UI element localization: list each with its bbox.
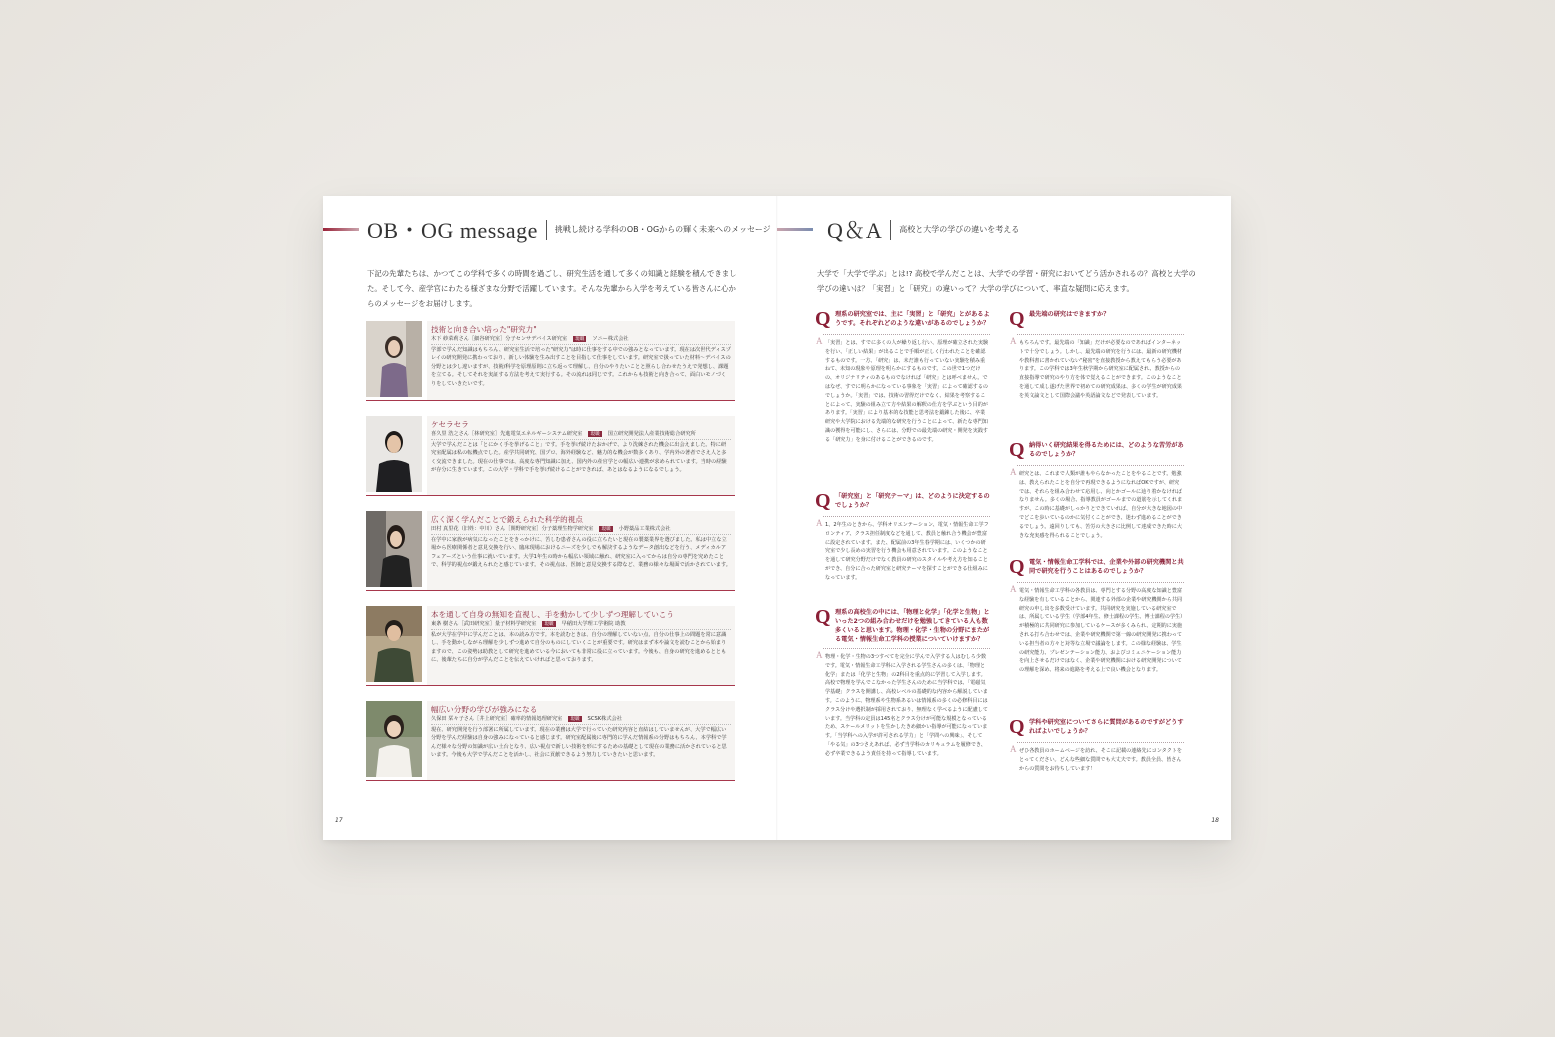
person-name: 田村 真里花（旧姓：中川）さん［関野研究室］分子薬理生物学研究室 bbox=[431, 526, 594, 532]
page-number: 17 bbox=[335, 817, 343, 824]
job-tag: 現職 bbox=[575, 336, 585, 342]
answer-mark-icon: A bbox=[1010, 467, 1017, 477]
answer-text: 研究とは、これまで人類が誰もやらなかったことをやることです。勉強は、教えられたことを自分で再現できるようになればOKですが、研究では、それらを組み合わせて応用し、向とかゴールに辿り着かなければなりません。多くの場合、指導教員がゴールまでの道筋を示してくれますが、この時に基礎がしっかりとできていれば、自分が大きな地図の中でどこを歩いているのかに気付くことができ、迷わず進めることができるでしょう。遠回りしても、苦労の大きさに比例して達成できた時に大きな充実感を得られることでしょう。 bbox=[1019, 471, 1183, 539]
question-text: 理系の高校生の中には、「物理と化学」「化学と生物」といった2つの組み合わせだけを勉強してきている人も数多くいると思います。物理・化学・生物の分野にまたがる電気・情報生命工学科の授業についていけますか？ bbox=[835, 609, 990, 643]
card-text: 私が大学在学中に学んだことは、本の読み方です。本を読むときは、自分の理解していない点、自分の仕事上の問題を常に意識し、手を動かしながら理解を少しずつ進めて自分のものにしていくことが重要です。研究はまず本や論文を読むことから始まりますので、この姿勢は助教として研究を進めている今においても非常に役に立っています。今後も、自身の研究を進めるとともに、後輩たちに自分が学んだことを伝えていければと思っております。 bbox=[431, 632, 727, 664]
answer-mark-icon: A bbox=[816, 518, 823, 528]
answer-text: ぜひ各教員のホームページを訪れ、そこに記載の連絡先にコンタクトをとってください。どんな些細な質問でも大丈夫です。教員全員、皆さんからの質問をお待ちしています！ bbox=[1019, 748, 1183, 772]
card-title: ケセラセラ bbox=[431, 420, 469, 429]
divider bbox=[823, 516, 990, 517]
question-mark-icon: Q bbox=[815, 606, 831, 628]
company-name: 国立研究開発法人産業技術総合研究所 bbox=[607, 431, 696, 437]
divider bbox=[823, 334, 990, 335]
page-subtitle: 挑戦し続ける学科のOB・OGからの輝く未来へのメッセージ bbox=[554, 225, 771, 234]
question-text: 「研究室」と「研究テーマ」は、どのように決定するのでしょうか？ bbox=[835, 493, 990, 509]
answer-mark-icon: A bbox=[816, 650, 823, 660]
profile-card bbox=[366, 701, 735, 781]
company-name: ソニー株式会社 bbox=[592, 336, 629, 342]
answer-mark-icon: A bbox=[1010, 744, 1017, 754]
card-text: 大学で学んだことは「とにかく手を挙げること」です。手を挙げ続けたおかげで、より洗練された機会に出会えました。特に研究室配属は私の転機点でした。産学共同研究、国プロ、海外経験など、魅力的な機会が数多くあり、学内外の著者でさえ人と多く交流できました。現在の仕事では、高度な専門知識に加え、国内外の産官学との幅広い連携が求められています。当時の経験が存分に生きています。この大学・学科で手を挙げ続けることができれば、あとはなるようになるでしょう。 bbox=[431, 442, 727, 474]
answer-mark-icon: A bbox=[1010, 584, 1017, 594]
divider bbox=[1017, 742, 1184, 743]
question-text: 理系の研究室では、主に「実習」と「研究」とがあるようです。それぞれどのような違いがあるのでしょうか？ bbox=[835, 311, 990, 327]
answer-text: 1、2年生のときから、学科オリエンテーション、電気・情報生命工学フロンティア、クラス担任制度などを通して、教員と触れ合う機会が豊富に設定されています。また、配属前の3年生春学期には、いくつかの研究室で少し長めの実習を行う機会も用意されています。このようなことを通して研究分野だけでなく教員の研究のスタイルや考え方を知ることができ、自分に合った研究室と研究テーマを探すことができる仕組みになっています。 bbox=[825, 522, 989, 581]
person-name: 東条 樹さん［武田研究室］量子材料学研究室 bbox=[431, 621, 537, 627]
header-separator bbox=[890, 220, 891, 240]
question-mark-icon: Q bbox=[815, 308, 831, 330]
answer-mark-icon: A bbox=[1010, 336, 1017, 346]
intro-text: 下記の先輩たちは、かつてこの学科で多くの時間を過ごし、研究生活を通して多くの知識と経験を積んできました。そして今、産学官にわたる様ざまな分野で活躍しています。そんな先輩から入学を考えている皆さんに心からのメッセージをお届けします。 bbox=[367, 269, 737, 308]
qa-item bbox=[1009, 441, 1184, 540]
question-mark-icon: Q bbox=[815, 490, 831, 512]
profile-photo bbox=[366, 321, 422, 397]
divider bbox=[823, 648, 990, 649]
person-name: 木下 紗菜莉さん［細谷研究室］分子センサデバイス研究室 bbox=[431, 336, 568, 342]
intro-text: 大学で「大学で学ぶ」とは!? 高校で学んだことは、大学での学習・研究においてどう活かされるの？高校と大学の学びの違いは？「実習」と「研究」の違いって？大学の学びについて、率直な疑問に応えます。 bbox=[817, 269, 1196, 293]
profile-photo bbox=[366, 416, 422, 492]
company-name: SCSK株式会社 bbox=[587, 716, 622, 722]
qa-item bbox=[1009, 310, 1184, 401]
page-number: 18 bbox=[1211, 817, 1219, 824]
person-name: 喜久里 浩之さん［林研究室］先進電気エネルギーシステム研究室 bbox=[431, 431, 583, 437]
question-text: 納得いく研究結果を得るためには、どのような苦労があるのでしょうか？ bbox=[1029, 442, 1184, 458]
qa-item bbox=[815, 608, 990, 759]
profile-card bbox=[366, 606, 735, 686]
right-page bbox=[777, 196, 1231, 840]
question-mark-icon: Q bbox=[1009, 439, 1025, 461]
header-separator bbox=[546, 220, 547, 240]
card-text: 在学中に家族が病気になったことをきっかけに、苦しむ患者さんの役に立ちたいと現在の製薬業界を選びました。私は中立な立場から医療関係者と意見交換を行い、臨床現場におけるニーズを少しでも解決するようなデータ創出などを行う、メディカルアフェアーズという仕事に就いています。大学1年生の時から幅広い領域に触れ、研究室に入ってからは自分の専門を究めたことで、科学的視点が鍛えられたと感じています。その視点は、医師と意見交換する際など、業務の様々な場面で活かされています。 bbox=[431, 537, 731, 569]
question-text: 学科や研究室についてさらに質問があるのですがどうすればよいでしょうか？ bbox=[1029, 719, 1184, 735]
job-tag: 現職 bbox=[570, 716, 580, 722]
header-accent-bar bbox=[777, 228, 813, 231]
page-subtitle: 高校と大学の学びの違いを考える bbox=[899, 225, 1020, 234]
job-tag: 現職 bbox=[544, 621, 554, 627]
left-page bbox=[323, 196, 777, 840]
job-tag: 現職 bbox=[590, 431, 600, 437]
magazine-spread bbox=[323, 196, 1231, 840]
question-text: 電気・情報生命工学科では、企業や外部の研究機関と共同で研究を行うことはあるのでしょうか？ bbox=[1029, 559, 1184, 575]
card-title: 技術と向き合い培った"研究力" bbox=[431, 325, 537, 334]
card-text: 現在、研究開発を行う部署に所属しています。現在の業務は大学で行っていた研究内容と直結はしていませんが、大学で幅広い分野を学んだ経験は自身の強みになっていると感じます。研究室配属後に専門的に学んだ情報系の分野はもちろん、本学科で学んだ様々な分野の知識が広い土台となり、広い視点で新しい技術を形にするための基礎として現在の業務に活かされていると思います。今後も大学で学んだことを活かし、社会に貢献できるよう努力していきたいと思います。 bbox=[431, 727, 727, 759]
divider bbox=[1017, 334, 1184, 335]
answer-text: 「実習」とは、すでに多くの人が繰り返し行い、原理が確立された実験を行い、「正しい結果」が出ることで手順が正しく行われたことを確認するものです。一方、「研究」は、未だ誰も行っていない実験を積み重ねて、未知の現象や原理を明らかにするものです。この世で1つだけの、オリジナリティのあるものでなければ「研究」とは呼べません。ではなぜ、すでに明らかになっている事象を「実習」によって確認するのでしょうか。「実習」では、技術の習得だけでなく、結果を考察することによって、実験の組み立て方や結果の解釈の仕方を学ぶという目的があります。「実習」により基本的な技能と思考法を鍛錬した後に、卒業研究や大学院における先端的な研究を行うことによって、新たな専門知識の獲得を可能にし、さらには、分野での最先端の研究・開発を実践する「研究力」を身に付けることができるのです。 bbox=[825, 340, 989, 443]
card-text: 学部で学んだ知識はもちろん、研究室生活で培った"研究力"は時に仕事をする中での強みとなっています。現在は次世代ディスプレイの研究開発に携わっており、新しい体験を生み出すことを目指して仕事をしています。研究室で扱っていた材料〜デバイスの分野とは少し違いますが、技術/科学を原理原則に立ち返って理解し、自分のやりたいことと照らし合わせたうえで発想し、課題を立てる。そしてそれを実証する方法を考えて実行する。その流れは同じです。これからも技術と向き合って、面白いモノづくりをしていきたいです。 bbox=[431, 347, 731, 387]
header-accent-bar bbox=[323, 228, 359, 231]
card-title: 広く深く学んだことで鍛えられた科学的視点 bbox=[431, 515, 583, 524]
right-header bbox=[777, 214, 1019, 245]
profile-card bbox=[366, 321, 735, 401]
profile-photo bbox=[366, 606, 422, 682]
qa-item bbox=[1009, 558, 1184, 675]
question-mark-icon: Q bbox=[1009, 716, 1025, 738]
card-title: 幅広い分野の学びが強みになる bbox=[431, 705, 538, 714]
question-text: 最先端の研究はできますか？ bbox=[1029, 311, 1110, 318]
question-mark-icon: Q bbox=[1009, 556, 1025, 578]
profile-photo bbox=[366, 701, 422, 777]
qa-item bbox=[1009, 718, 1184, 773]
person-name: 久保田 栞々子さん［井上研究室］確率的情報処理研究室 bbox=[431, 716, 563, 722]
profile-card bbox=[366, 416, 735, 496]
divider bbox=[1017, 465, 1184, 466]
question-mark-icon: Q bbox=[1009, 308, 1025, 330]
company-name: 早稲田大学理工学術院 助教 bbox=[561, 621, 626, 627]
answer-mark-icon: A bbox=[816, 336, 823, 346]
qa-item bbox=[815, 310, 990, 445]
qa-item bbox=[815, 492, 990, 583]
card-title: 本を通して自身の無知を直視し、手を動かして少しずつ理解していこう bbox=[431, 610, 674, 619]
answer-text: 物理・化学・生物の3つすべてを完全に学んで入学する人はむしろ少数です。電気・情報生命工学科に入学される学生さんの多くは、「物理と化学」または「化学と生物」の2科目を重点的に学習して入学します。高校で物理を学んでこなかった学生さんのために当学科では、「電磁気学基礎」クラスを開講し、高校レベルの基礎的な内容から解説しています。このように、物理系や生物系あるいは情報系の多くの必修科目にはクラス分けや選択制が採用されており、無理なく学べるように配慮しています。当学科の定員は145名とクラス分けが可能な規模となっているため、スケールメリットを生かしたきめ細かい指導が可能になっています。「当学科への入学が許可される学力」と「学問への興味」、そして「やる気」の3つさえあれば、必ず当学科のカリキュラムを履修でき、必ず卒業できるよう責任を持って指導しています。 bbox=[825, 654, 988, 757]
answer-text: もちろんです。最先端の「知識」だけが必要なのであればインターネットで十分でしょう。しかし、最先端の研究を行うには、最新の研究機材や教科書に書かれていない"秘密"を直接教授から教えてもらう必要があります。この学科では3年生秋学期から研究室に配属され、教授からの直接指導で研究のやり方を体で覚えることができます。このようなことを通して成し遂げた世界で初めての研究成果は、多くの学生が研究成果を英文論文として国際会議や英語論文などで発表しています。 bbox=[1019, 340, 1183, 399]
company-name: 小野薬品工業株式会社 bbox=[618, 526, 671, 532]
answer-text: 電気・情報生命工学科の各教員は、専門とする分野の高度な知識と豊富な経験を有していることから、関連する外部の企業や研究機関から共同研究の申し出を多数受けています。共同研究を実施している研究室では、所属している学生（学部4年生、修士課程の学生、博士課程の学生）が積極的に共同研究に参加しているケースが多くみられ、定期的に実施される打ち合わせでは、企業や研究機関で第一線の研究開発に携わっている担当者の方々と対等な立場で議論をします。この様な経験は、学生の研究能力、プレゼンテーション能力、およびコミュニケーション能力を向上させるだけではなく、企業や研究機関における研究開発についての理解を深め、将来の進路を考える上で良い機会となります。 bbox=[1019, 588, 1183, 674]
profile-card bbox=[366, 511, 735, 591]
left-header bbox=[323, 214, 771, 245]
profile-photo bbox=[366, 511, 422, 587]
page-title: Q＆A bbox=[827, 218, 883, 243]
page-title: OB・OG message bbox=[367, 218, 538, 243]
job-tag: 現職 bbox=[601, 526, 611, 532]
divider bbox=[1017, 582, 1184, 583]
